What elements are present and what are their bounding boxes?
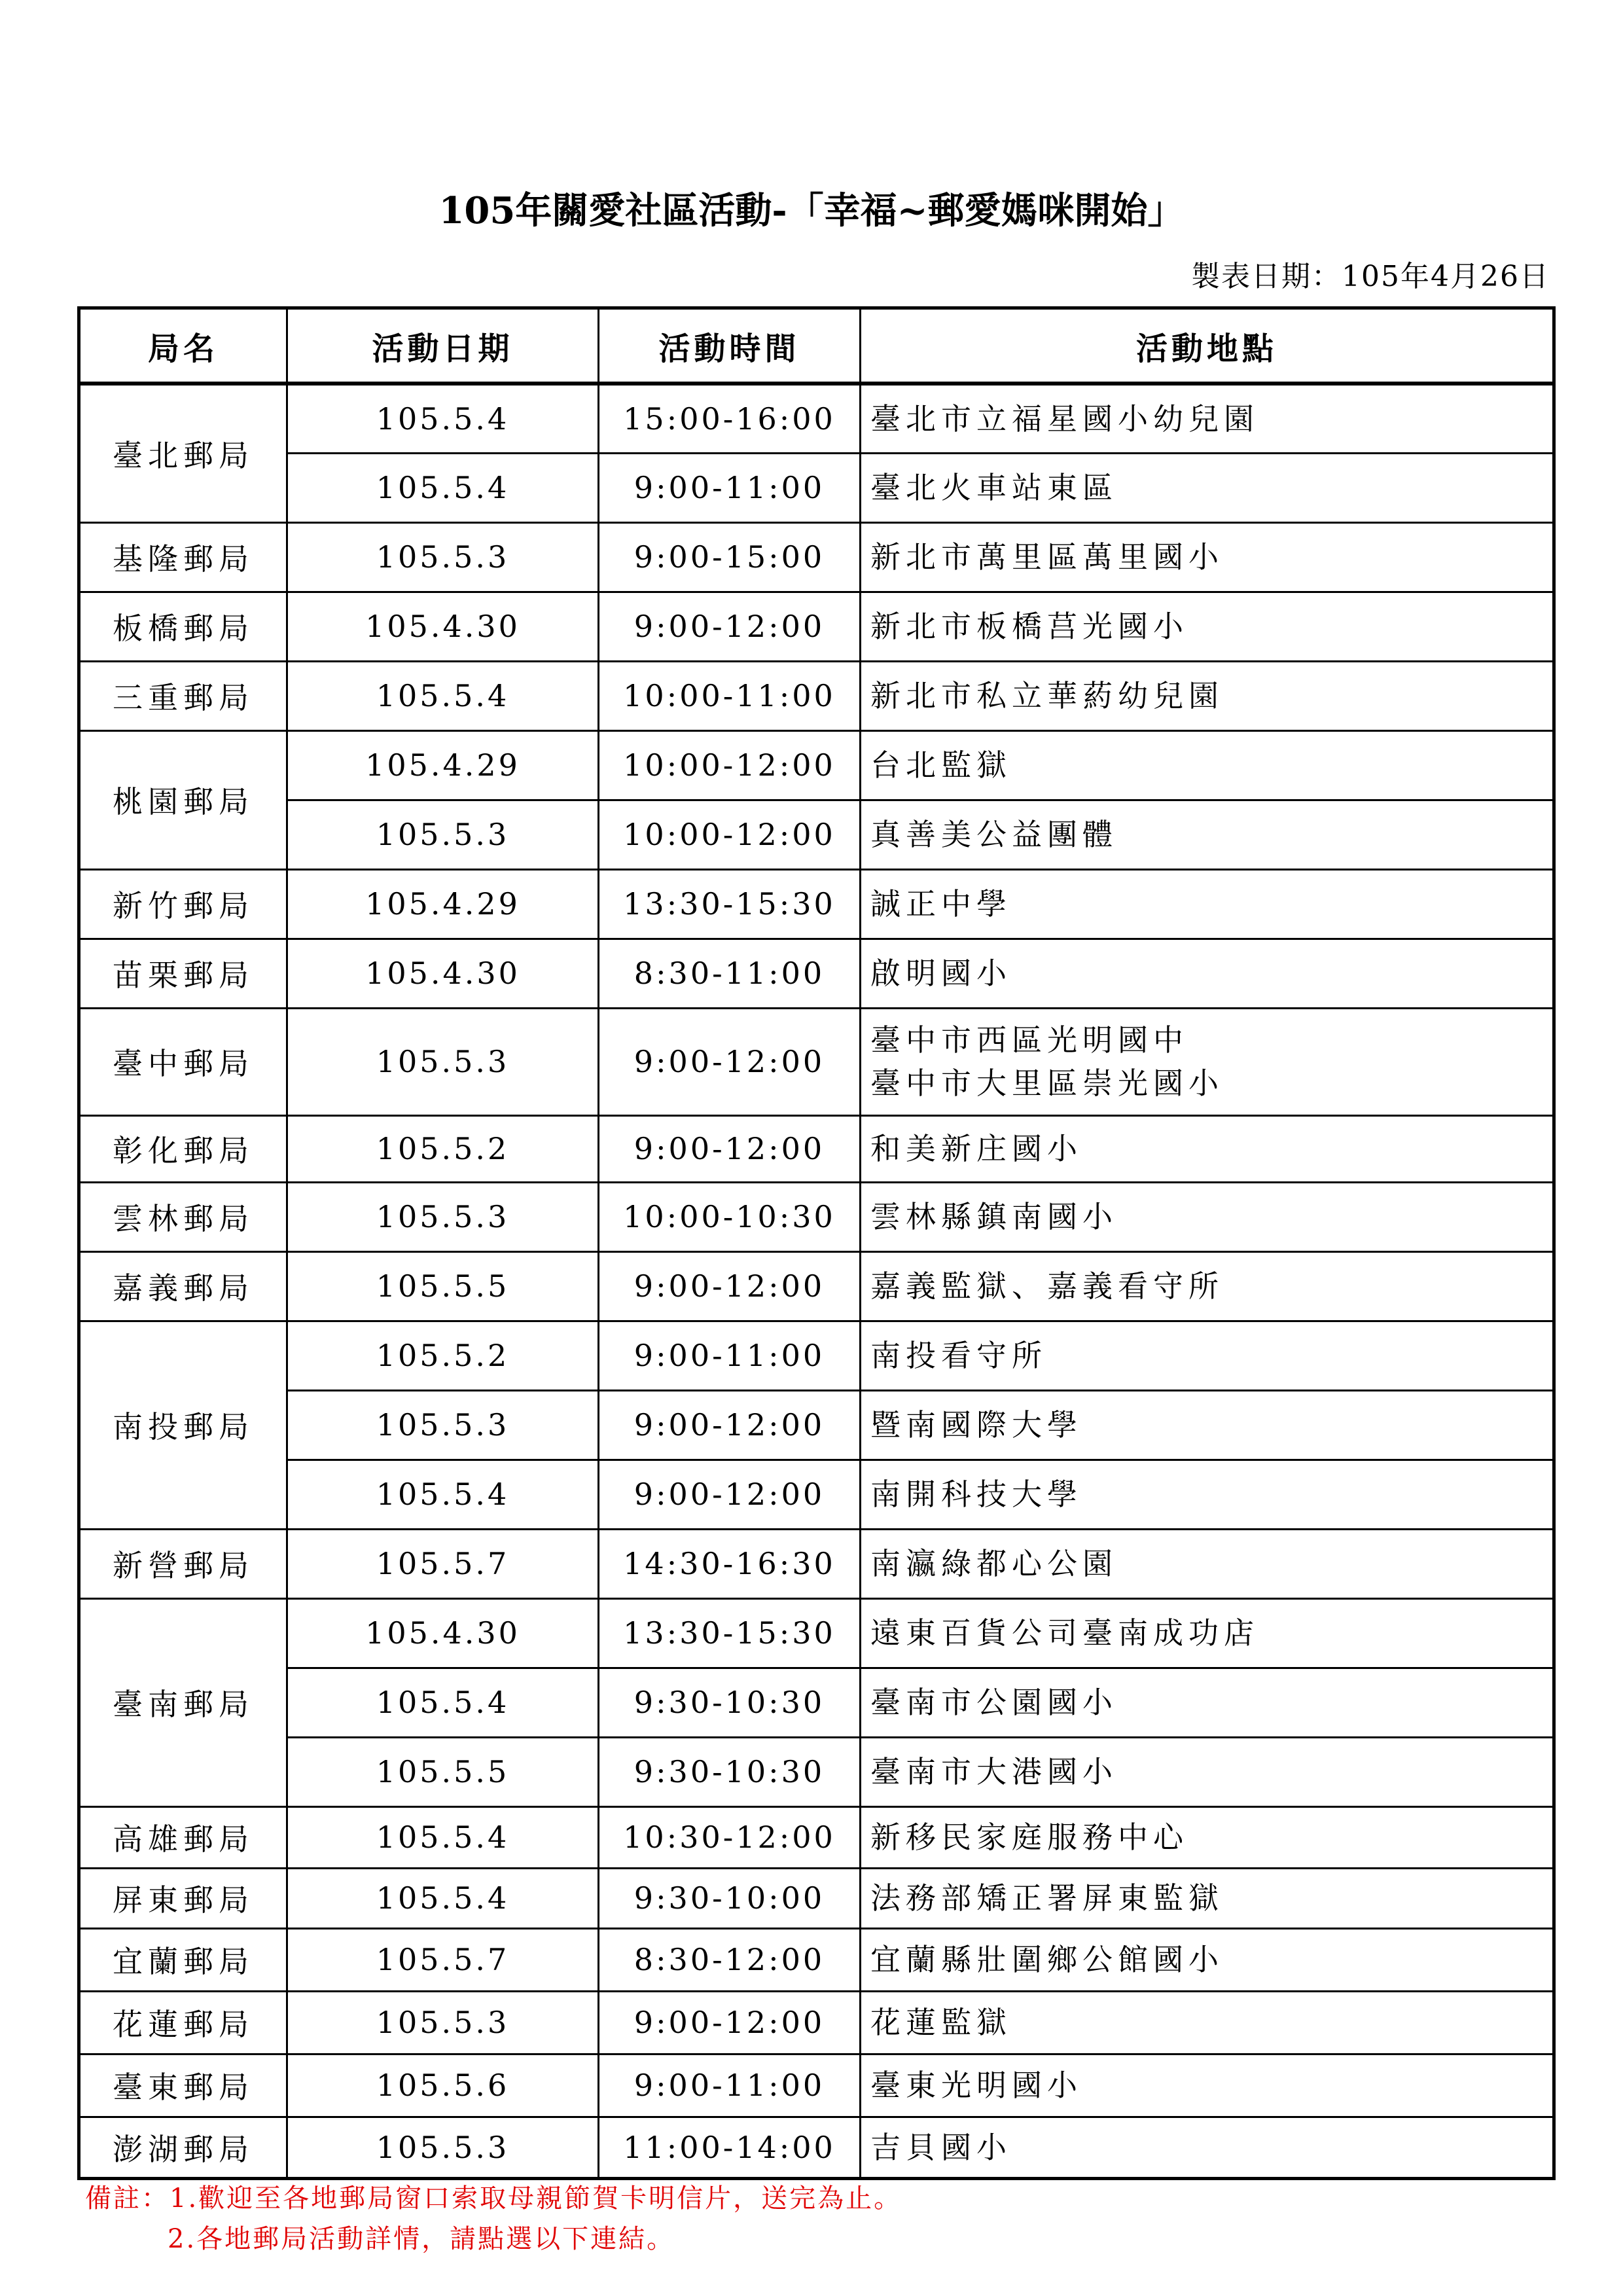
table-row: [79, 1668, 1554, 1737]
time-cell: 10:00-12:00: [599, 730, 861, 800]
office-cell: 臺南郵局: [79, 1598, 287, 1806]
table-row: [79, 1182, 1554, 1251]
time-cell: 8:30-12:00: [599, 1928, 861, 1991]
place-cell: 台北監獄: [861, 730, 1554, 800]
place-cell: 暨南國際大學: [861, 1390, 1554, 1460]
place-cell: 新移民家庭服務中心: [861, 1806, 1554, 1868]
place-cell: 法務部矯正署屏東監獄: [861, 1868, 1554, 1928]
table-row: [79, 1008, 1554, 1115]
table-row: [79, 2117, 1554, 2178]
place-cell: 南瀛綠都心公園: [861, 1529, 1554, 1598]
table-row: [79, 869, 1554, 939]
date-cell: 105.5.3: [287, 800, 599, 869]
place-cell: 啟明國小: [861, 939, 1554, 1008]
date-cell: 105.4.30: [287, 1598, 599, 1668]
header-place: 活動地點: [861, 308, 1554, 384]
table-row: [79, 1321, 1554, 1390]
table-row: [79, 1460, 1554, 1529]
table-row: [79, 1806, 1554, 1868]
office-cell: 臺東郵局: [79, 2054, 287, 2117]
office-cell: 三重郵局: [79, 661, 287, 730]
office-cell: 基隆郵局: [79, 522, 287, 592]
place-cell: 臺北火車站東區: [861, 453, 1554, 522]
date-cell: 105.4.30: [287, 592, 599, 661]
time-cell: 9:00-12:00: [599, 1008, 861, 1115]
date-cell: 105.5.5: [287, 1251, 599, 1321]
date-cell: 105.5.4: [287, 661, 599, 730]
header-time: 活動時間: [599, 308, 861, 384]
date-cell: 105.5.3: [287, 2117, 599, 2178]
place-cell: 臺南市公園國小: [861, 1668, 1554, 1737]
place-cell: 嘉義監獄、嘉義看守所: [861, 1251, 1554, 1321]
time-cell: 9:00-11:00: [599, 1321, 861, 1390]
date-cell: 105.5.7: [287, 1928, 599, 1991]
office-cell: 宜蘭郵局: [79, 1928, 287, 1991]
office-cell: 臺中郵局: [79, 1008, 287, 1115]
date-cell: 105.5.4: [287, 1806, 599, 1868]
time-cell: 14:30-16:30: [599, 1529, 861, 1598]
time-cell: 15:00-16:00: [599, 384, 861, 453]
time-cell: 9:30-10:00: [599, 1868, 861, 1928]
place-cell: 新北市板橋莒光國小: [861, 592, 1554, 661]
time-cell: 10:00-11:00: [599, 661, 861, 730]
date-cell: 105.5.3: [287, 522, 599, 592]
date-cell: 105.5.3: [287, 1390, 599, 1460]
time-cell: 9:00-15:00: [599, 522, 861, 592]
time-cell: 9:00-12:00: [599, 1390, 861, 1460]
time-cell: 13:30-15:30: [599, 1598, 861, 1668]
table-row: [79, 1868, 1554, 1928]
table-row: [79, 1737, 1554, 1806]
table-row: [79, 730, 1554, 800]
table-row: [79, 1529, 1554, 1598]
table-row: [79, 1251, 1554, 1321]
office-cell: 屏東郵局: [79, 1868, 287, 1928]
office-cell: 新營郵局: [79, 1529, 287, 1598]
office-cell: 高雄郵局: [79, 1806, 287, 1868]
table-row: [79, 2054, 1554, 2117]
date-cell: 105.5.3: [287, 1991, 599, 2054]
time-cell: 13:30-15:30: [599, 869, 861, 939]
office-cell: 新竹郵局: [79, 869, 287, 939]
place-cell: 臺北市立福星國小幼兒園: [861, 384, 1554, 453]
time-cell: 11:00-14:00: [599, 2117, 861, 2178]
date-cell: 105.4.29: [287, 869, 599, 939]
header-date: 活動日期: [287, 308, 599, 384]
date-cell: 105.4.29: [287, 730, 599, 800]
place-cell: 和美新庄國小: [861, 1115, 1554, 1182]
table-row: [79, 592, 1554, 661]
time-cell: 9:00-12:00: [599, 1115, 861, 1182]
place-line: 臺中市大里區崇光國小: [870, 1066, 1224, 1101]
time-cell: 10:00-10:30: [599, 1182, 861, 1251]
time-cell: 9:00-12:00: [599, 592, 861, 661]
time-cell: 9:00-12:00: [599, 1460, 861, 1529]
date-cell: 105.5.2: [287, 1115, 599, 1182]
schedule-table: [77, 306, 1556, 2180]
table-row: [79, 1598, 1554, 1668]
time-cell: 9:00-12:00: [599, 1251, 861, 1321]
place-cell: 南開科技大學: [861, 1460, 1554, 1529]
place-cell: 花蓮監獄: [861, 1991, 1554, 2054]
date-cell: 105.4.30: [287, 939, 599, 1008]
table-row: [79, 1115, 1554, 1182]
date-cell: 105.5.4: [287, 1668, 599, 1737]
note-line-2-link[interactable]: 2.各地郵局活動詳情，請點選以下連結。: [168, 2224, 675, 2254]
office-cell: 板橋郵局: [79, 592, 287, 661]
place-cell: 南投看守所: [861, 1321, 1554, 1390]
date-cell: 105.5.3: [287, 1182, 599, 1251]
header-row: [79, 308, 1554, 384]
office-cell: 花蓮郵局: [79, 1991, 287, 2054]
place-cell: [861, 1008, 1554, 1115]
table-row: [79, 384, 1554, 453]
table-row: [79, 800, 1554, 869]
date-cell: 105.5.4: [287, 1460, 599, 1529]
table-row: [79, 453, 1554, 522]
date-cell: 105.5.7: [287, 1529, 599, 1598]
date-cell: 105.5.4: [287, 384, 599, 453]
table-row: [79, 1390, 1554, 1460]
header-office: 局名: [79, 308, 287, 384]
office-cell: 臺北郵局: [79, 384, 287, 522]
made-date: 製表日期：105年4月26日: [1191, 260, 1550, 293]
time-cell: 9:00-11:00: [599, 453, 861, 522]
time-cell: 10:30-12:00: [599, 1806, 861, 1868]
table-row: [79, 1928, 1554, 1991]
place-cell: 吉貝國小: [861, 2117, 1554, 2178]
time-cell: 9:30-10:30: [599, 1668, 861, 1737]
notes-block: [85, 2178, 902, 2259]
time-cell: 8:30-11:00: [599, 939, 861, 1008]
office-cell: 苗栗郵局: [79, 939, 287, 1008]
office-cell: 澎湖郵局: [79, 2117, 287, 2178]
office-cell: 南投郵局: [79, 1321, 287, 1529]
table-row: [79, 939, 1554, 1008]
office-cell: 雲林郵局: [79, 1182, 287, 1251]
place-cell: 真善美公益團體: [861, 800, 1554, 869]
time-cell: 9:00-11:00: [599, 2054, 861, 2117]
place-cell: 雲林縣鎮南國小: [861, 1182, 1554, 1251]
date-cell: 105.5.2: [287, 1321, 599, 1390]
note-line-1: 備註：1.歡迎至各地郵局窗口索取母親節賀卡明信片，送完為止。: [85, 2183, 902, 2214]
date-cell: 105.5.6: [287, 2054, 599, 2117]
date-cell: 105.5.5: [287, 1737, 599, 1806]
table-row: [79, 661, 1554, 730]
place-cell: 遠東百貨公司臺南成功店: [861, 1598, 1554, 1668]
place-cell: 新北市萬里區萬里國小: [861, 522, 1554, 592]
place-line: 臺中市西區光明國中: [870, 1022, 1188, 1058]
date-cell: 105.5.3: [287, 1008, 599, 1115]
place-cell: 臺東光明國小: [861, 2054, 1554, 2117]
time-cell: 9:00-12:00: [599, 1991, 861, 2054]
office-cell: 嘉義郵局: [79, 1251, 287, 1321]
table-row: [79, 1991, 1554, 2054]
time-cell: 9:30-10:30: [599, 1737, 861, 1806]
date-cell: 105.5.4: [287, 1868, 599, 1928]
office-cell: 彰化郵局: [79, 1115, 287, 1182]
office-cell: 桃園郵局: [79, 730, 287, 869]
time-cell: 10:00-12:00: [599, 800, 861, 869]
place-cell: 臺南市大港國小: [861, 1737, 1554, 1806]
date-cell: 105.5.4: [287, 453, 599, 522]
document-title: 105年關愛社區活動-「幸福~郵愛媽咪開始」: [438, 189, 1185, 232]
place-cell: 宜蘭縣壯圍鄉公館國小: [861, 1928, 1554, 1991]
table-row: [79, 522, 1554, 592]
place-cell: 誠正中學: [861, 869, 1554, 939]
place-cell: 新北市私立華葯幼兒園: [861, 661, 1554, 730]
